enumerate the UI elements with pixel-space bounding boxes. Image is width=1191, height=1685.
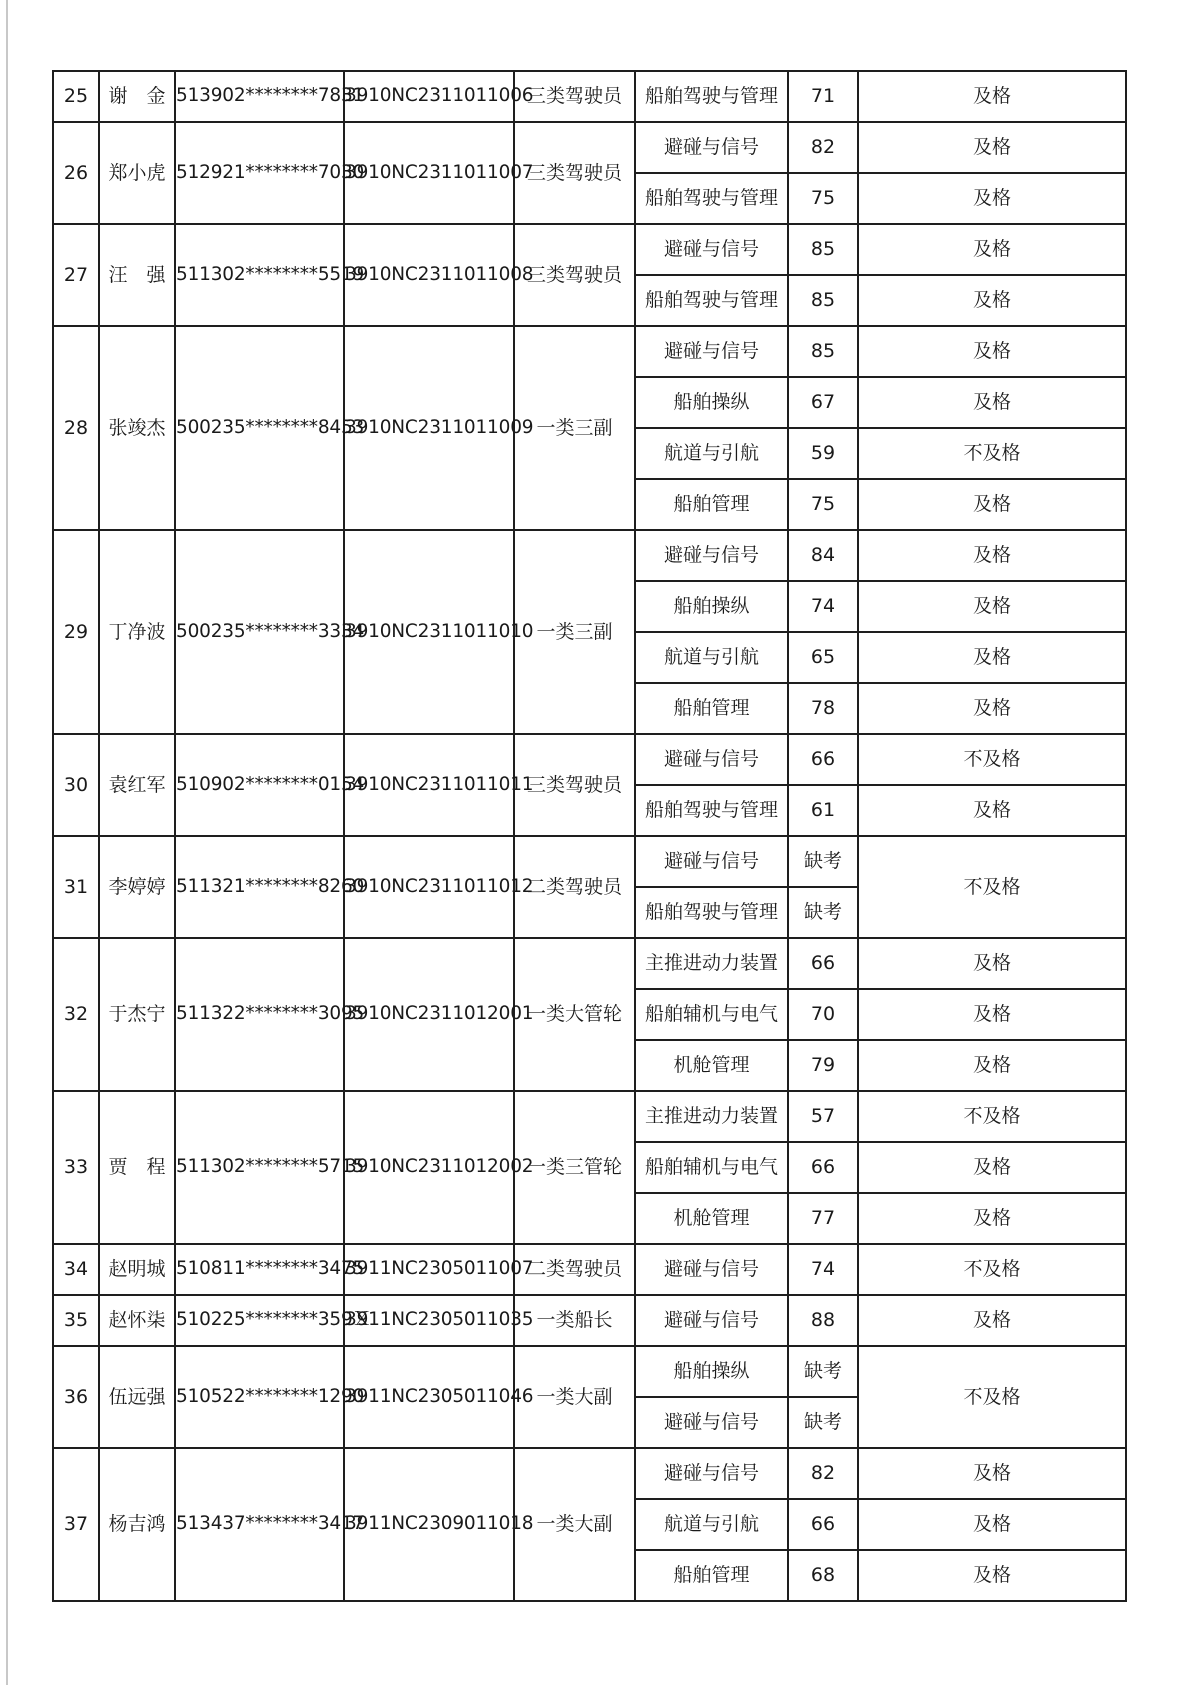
- row-number-cell: 36: [53, 1346, 99, 1448]
- subject-cell: 船舶驾驶与管理: [635, 71, 788, 122]
- result-cell: 不及格: [858, 734, 1126, 785]
- certificate-level-cell: 三类驾驶员: [514, 734, 635, 836]
- row-number-cell: 25: [53, 71, 99, 122]
- subject-cell: 航道与引航: [635, 1499, 788, 1550]
- score-cell: 66: [788, 938, 858, 989]
- result-cell: 及格: [858, 581, 1126, 632]
- table-row: [53, 1091, 1126, 1142]
- certificate-level-cell: 三类驾驶员: [514, 122, 635, 224]
- exam-number-cell: 3910NC2311011008: [344, 224, 514, 326]
- subject-cell: 主推进动力装置: [635, 1091, 788, 1142]
- id-number-cell: 511322********3095: [175, 938, 344, 1091]
- subject-cell: 船舶管理: [635, 683, 788, 734]
- subject-cell: 主推进动力装置: [635, 938, 788, 989]
- subject-cell: 船舶管理: [635, 479, 788, 530]
- certificate-level-cell: 一类三副: [514, 326, 635, 530]
- score-cell: 82: [788, 122, 858, 173]
- subject-cell: 避碰与信号: [635, 734, 788, 785]
- row-number-cell: 37: [53, 1448, 99, 1601]
- score-cell: 85: [788, 275, 858, 326]
- score-cell: 79: [788, 1040, 858, 1091]
- score-cell: 缺考: [788, 1397, 858, 1448]
- exam-results-table: [52, 70, 1127, 1602]
- result-cell: 及格: [858, 632, 1126, 683]
- id-number-cell: 500235********3334: [175, 530, 344, 734]
- exam-number-cell: 3910NC2311011012: [344, 836, 514, 938]
- score-cell: 70: [788, 989, 858, 1040]
- certificate-level-cell: 三类驾驶员: [514, 71, 635, 122]
- score-cell: 75: [788, 479, 858, 530]
- exam-number-cell: 3911NC2305011046: [344, 1346, 514, 1448]
- score-cell: 71: [788, 71, 858, 122]
- subject-cell: 船舶辅机与电气: [635, 989, 788, 1040]
- score-cell: 66: [788, 1142, 858, 1193]
- subject-cell: 船舶驾驶与管理: [635, 887, 788, 938]
- table-row: [53, 1244, 1126, 1295]
- subject-cell: 避碰与信号: [635, 530, 788, 581]
- candidate-name-cell: 伍远强: [99, 1346, 175, 1448]
- subject-cell: 船舶操纵: [635, 1346, 788, 1397]
- exam-number-cell: 3910NC2311011011: [344, 734, 514, 836]
- id-number-cell: 510522********1290: [175, 1346, 344, 1448]
- certificate-level-cell: 三类驾驶员: [514, 224, 635, 326]
- table-row: [53, 224, 1126, 275]
- score-cell: 84: [788, 530, 858, 581]
- id-number-cell: 511302********5519: [175, 224, 344, 326]
- score-cell: 59: [788, 428, 858, 479]
- result-cell: 及格: [858, 377, 1126, 428]
- score-cell: 57: [788, 1091, 858, 1142]
- certificate-level-cell: 二类驾驶员: [514, 1244, 635, 1295]
- result-cell: 及格: [858, 1295, 1126, 1346]
- exam-number-cell: 3910NC2311011009: [344, 326, 514, 530]
- score-cell: 缺考: [788, 836, 858, 887]
- score-cell: 缺考: [788, 887, 858, 938]
- table-row: [53, 530, 1126, 581]
- score-cell: 78: [788, 683, 858, 734]
- candidate-name-cell: 贾 程: [99, 1091, 175, 1244]
- id-number-cell: 511302********5715: [175, 1091, 344, 1244]
- id-number-cell: 512921********7030: [175, 122, 344, 224]
- subject-cell: 船舶驾驶与管理: [635, 785, 788, 836]
- score-cell: 85: [788, 326, 858, 377]
- id-number-cell: 510811********3475: [175, 1244, 344, 1295]
- score-cell: 67: [788, 377, 858, 428]
- result-cell: 不及格: [858, 836, 1126, 938]
- id-number-cell: 513902********7831: [175, 71, 344, 122]
- table-row: [53, 1448, 1126, 1499]
- result-cell: 及格: [858, 1499, 1126, 1550]
- score-cell: 82: [788, 1448, 858, 1499]
- score-cell: 65: [788, 632, 858, 683]
- table-row: [53, 122, 1126, 173]
- subject-cell: 避碰与信号: [635, 224, 788, 275]
- id-number-cell: 511321********8260: [175, 836, 344, 938]
- certificate-level-cell: 一类三副: [514, 530, 635, 734]
- exam-number-cell: 3911NC2305011035: [344, 1295, 514, 1346]
- candidate-name-cell: 袁红军: [99, 734, 175, 836]
- certificate-level-cell: 一类船长: [514, 1295, 635, 1346]
- id-number-cell: 510225********359Ｘ: [175, 1295, 344, 1346]
- row-number-cell: 33: [53, 1091, 99, 1244]
- result-cell: 及格: [858, 1193, 1126, 1244]
- candidate-name-cell: 于杰宁: [99, 938, 175, 1091]
- score-cell: 66: [788, 1499, 858, 1550]
- subject-cell: 避碰与信号: [635, 1448, 788, 1499]
- result-cell: 不及格: [858, 1244, 1126, 1295]
- subject-cell: 船舶辅机与电气: [635, 1142, 788, 1193]
- result-cell: 及格: [858, 479, 1126, 530]
- result-cell: 及格: [858, 275, 1126, 326]
- subject-cell: 避碰与信号: [635, 122, 788, 173]
- certificate-level-cell: 二类驾驶员: [514, 836, 635, 938]
- row-number-cell: 28: [53, 326, 99, 530]
- subject-cell: 船舶驾驶与管理: [635, 275, 788, 326]
- result-cell: 及格: [858, 71, 1126, 122]
- result-cell: 及格: [858, 1550, 1126, 1601]
- score-cell: 75: [788, 173, 858, 224]
- id-number-cell: 500235********8453: [175, 326, 344, 530]
- candidate-name-cell: 杨吉鸿: [99, 1448, 175, 1601]
- exam-number-cell: 3910NC2311012001: [344, 938, 514, 1091]
- exam-number-cell: 3910NC2311011010: [344, 530, 514, 734]
- exam-number-cell: 3910NC2311011006: [344, 71, 514, 122]
- result-cell: 及格: [858, 1142, 1126, 1193]
- row-number-cell: 30: [53, 734, 99, 836]
- table-row: [53, 938, 1126, 989]
- subject-cell: 船舶驾驶与管理: [635, 173, 788, 224]
- candidate-name-cell: 郑小虎: [99, 122, 175, 224]
- candidate-name-cell: 张竣杰: [99, 326, 175, 530]
- row-number-cell: 35: [53, 1295, 99, 1346]
- subject-cell: 避碰与信号: [635, 1244, 788, 1295]
- score-cell: 68: [788, 1550, 858, 1601]
- subject-cell: 避碰与信号: [635, 836, 788, 887]
- subject-cell: 机舱管理: [635, 1040, 788, 1091]
- table-row: [53, 734, 1126, 785]
- row-number-cell: 34: [53, 1244, 99, 1295]
- exam-number-cell: 3911NC2309011018: [344, 1448, 514, 1601]
- candidate-name-cell: 汪 强: [99, 224, 175, 326]
- candidate-name-cell: 赵明城: [99, 1244, 175, 1295]
- certificate-level-cell: 一类大副: [514, 1346, 635, 1448]
- table-row: [53, 71, 1126, 122]
- candidate-name-cell: 李婷婷: [99, 836, 175, 938]
- result-cell: 及格: [858, 989, 1126, 1040]
- score-cell: 61: [788, 785, 858, 836]
- id-number-cell: 513437********3417: [175, 1448, 344, 1601]
- row-number-cell: 27: [53, 224, 99, 326]
- result-cell: 及格: [858, 1448, 1126, 1499]
- table-row: [53, 836, 1126, 887]
- result-cell: 及格: [858, 122, 1126, 173]
- row-number-cell: 32: [53, 938, 99, 1091]
- row-number-cell: 26: [53, 122, 99, 224]
- certificate-level-cell: 一类大管轮: [514, 938, 635, 1091]
- result-cell: 及格: [858, 173, 1126, 224]
- score-cell: 88: [788, 1295, 858, 1346]
- page-edge: [6, 0, 8, 1685]
- row-number-cell: 29: [53, 530, 99, 734]
- result-cell: 及格: [858, 530, 1126, 581]
- result-cell: 及格: [858, 683, 1126, 734]
- candidate-name-cell: 谢 金: [99, 71, 175, 122]
- exam-number-cell: 3910NC2311011007: [344, 122, 514, 224]
- score-cell: 77: [788, 1193, 858, 1244]
- id-number-cell: 510902********0154: [175, 734, 344, 836]
- table-row: [53, 1346, 1126, 1397]
- score-cell: 85: [788, 224, 858, 275]
- certificate-level-cell: 一类三管轮: [514, 1091, 635, 1244]
- row-number-cell: 31: [53, 836, 99, 938]
- result-cell: 及格: [858, 224, 1126, 275]
- score-cell: 66: [788, 734, 858, 785]
- subject-cell: 避碰与信号: [635, 1295, 788, 1346]
- result-cell: 不及格: [858, 1346, 1126, 1448]
- result-cell: 及格: [858, 938, 1126, 989]
- subject-cell: 避碰与信号: [635, 326, 788, 377]
- subject-cell: 航道与引航: [635, 632, 788, 683]
- result-cell: 不及格: [858, 428, 1126, 479]
- score-cell: 缺考: [788, 1346, 858, 1397]
- result-cell: 及格: [858, 1040, 1126, 1091]
- candidate-name-cell: 丁净波: [99, 530, 175, 734]
- exam-number-cell: 3910NC2311012002: [344, 1091, 514, 1244]
- result-cell: 及格: [858, 785, 1126, 836]
- certificate-level-cell: 一类大副: [514, 1448, 635, 1601]
- result-cell: 及格: [858, 326, 1126, 377]
- score-cell: 74: [788, 1244, 858, 1295]
- subject-cell: 避碰与信号: [635, 1397, 788, 1448]
- score-cell: 74: [788, 581, 858, 632]
- subject-cell: 船舶操纵: [635, 377, 788, 428]
- table-row: [53, 1295, 1126, 1346]
- candidate-name-cell: 赵怀柒: [99, 1295, 175, 1346]
- table-body: [53, 71, 1126, 1601]
- subject-cell: 船舶管理: [635, 1550, 788, 1601]
- subject-cell: 机舱管理: [635, 1193, 788, 1244]
- subject-cell: 航道与引航: [635, 428, 788, 479]
- subject-cell: 船舶操纵: [635, 581, 788, 632]
- result-cell: 不及格: [858, 1091, 1126, 1142]
- table-row: [53, 326, 1126, 377]
- exam-number-cell: 3911NC2305011007: [344, 1244, 514, 1295]
